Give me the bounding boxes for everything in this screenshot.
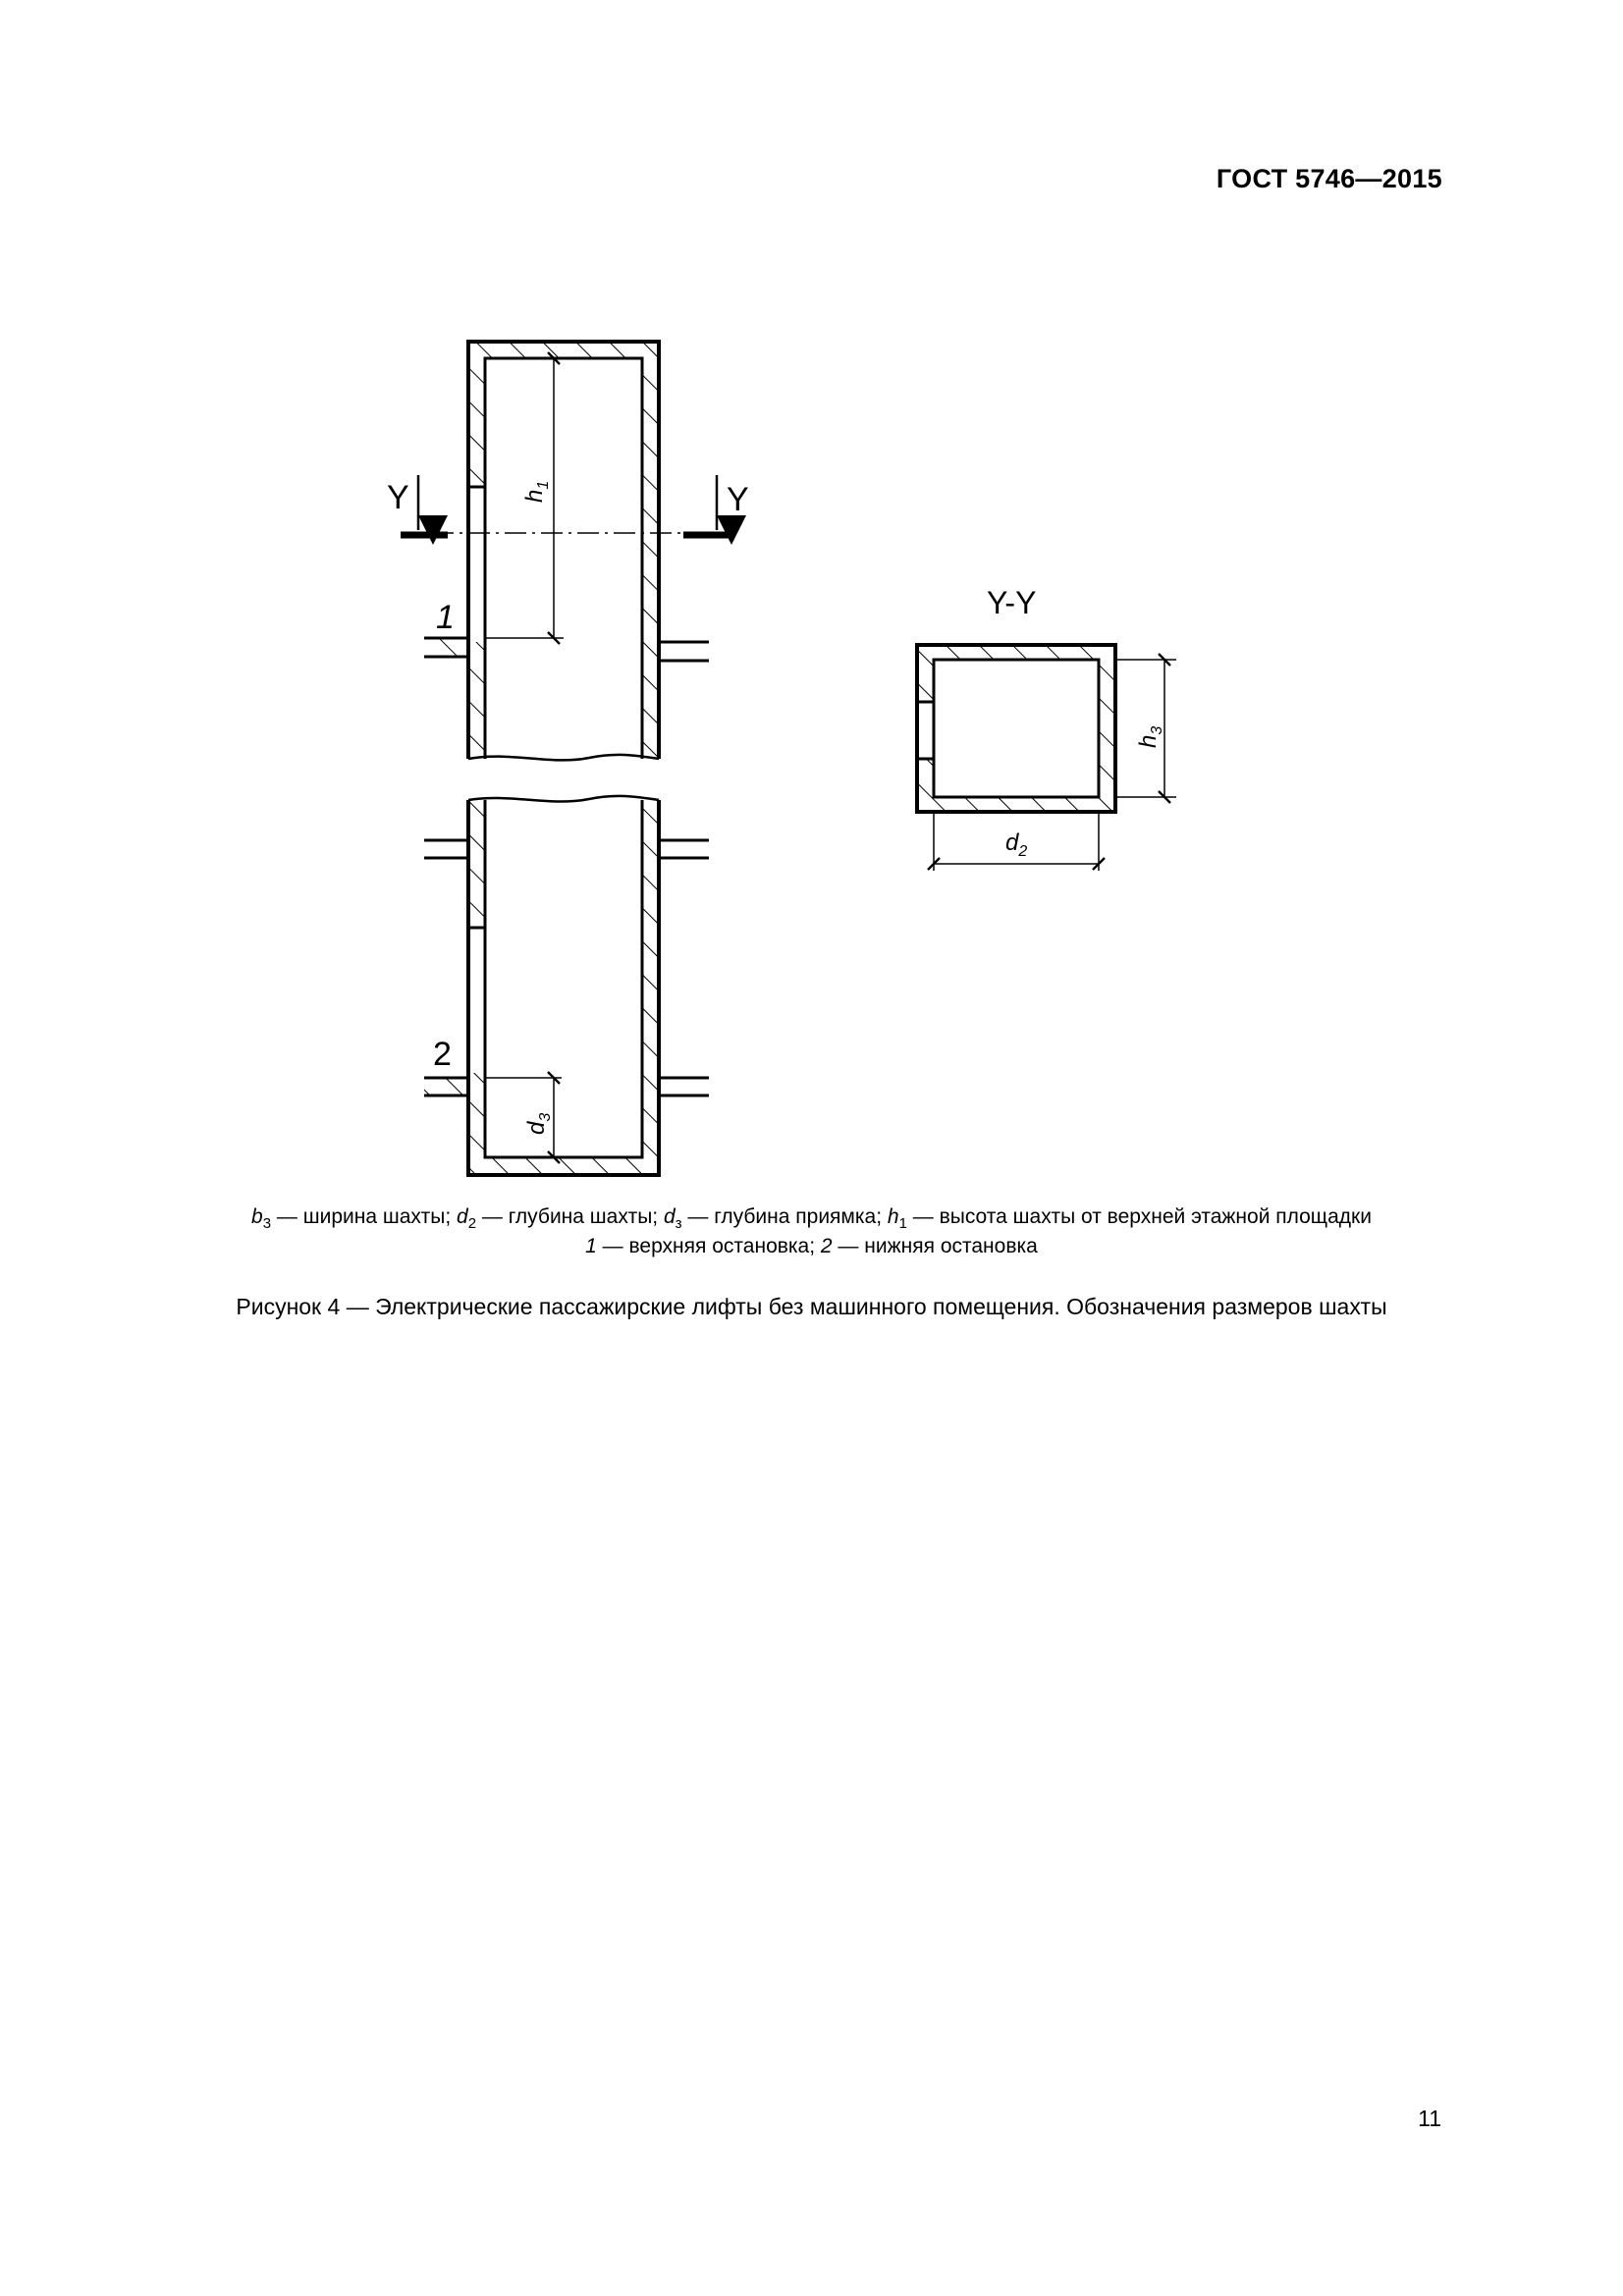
dim-d2: $d_2$ — [1005, 829, 1028, 860]
legend-b3-symbol: b — [251, 1205, 263, 1228]
shaft-section-upper — [401, 342, 732, 760]
legend-h1-text: — высота шахты от верхней этажной площадки — [906, 1205, 1372, 1228]
legend-stop2-number: 2 — [820, 1235, 833, 1257]
legend-h1-symbol: h — [887, 1205, 899, 1228]
dim-h3: $h_3$ — [1135, 725, 1165, 748]
section-title: Y-Y — [987, 585, 1037, 620]
legend-h1-sub: 1 — [898, 1215, 907, 1233]
page-number: 11 — [1418, 2106, 1441, 2131]
legend-stop2-text: — нижняя остановка — [832, 1235, 1038, 1257]
legend-b3-sub: 3 — [262, 1215, 272, 1233]
dim-h1: $h_1$ — [521, 480, 552, 503]
legend-d2-text: — глубина шахты; — [476, 1205, 664, 1228]
legend-b3-text: — ширина шахты; — [271, 1205, 458, 1228]
plan-section-yy — [917, 645, 1176, 871]
stop-label-1: 1 — [436, 599, 455, 636]
figure-caption: Рисунок 4 — Электрические пассажирские лифты без машинного помещения. Обозначения размеров шахты — [236, 1294, 1387, 1319]
legend-line-2 — [0, 1233, 1623, 1260]
shaft-section-lower — [424, 796, 709, 1175]
legend-dz-symbol: d — [663, 1205, 676, 1228]
legend-stop1-text: — верхняя остановка; — [596, 1235, 821, 1257]
document-header: ГОСТ 5746—2015 — [1216, 164, 1442, 193]
stop-label-2: 2 — [433, 1036, 452, 1073]
legend-stop1-number: 1 — [585, 1235, 597, 1257]
section-label-right: Y — [727, 481, 749, 518]
section-label-left: Y — [387, 479, 409, 516]
legend-dz-sub: з — [675, 1215, 682, 1233]
legend-dz-text: — глубина приямка; — [681, 1205, 888, 1228]
legend-d2-sub: 2 — [467, 1215, 477, 1233]
legend-d2-symbol: d — [457, 1205, 468, 1228]
dim-d3: $d_3$ — [523, 1112, 554, 1135]
